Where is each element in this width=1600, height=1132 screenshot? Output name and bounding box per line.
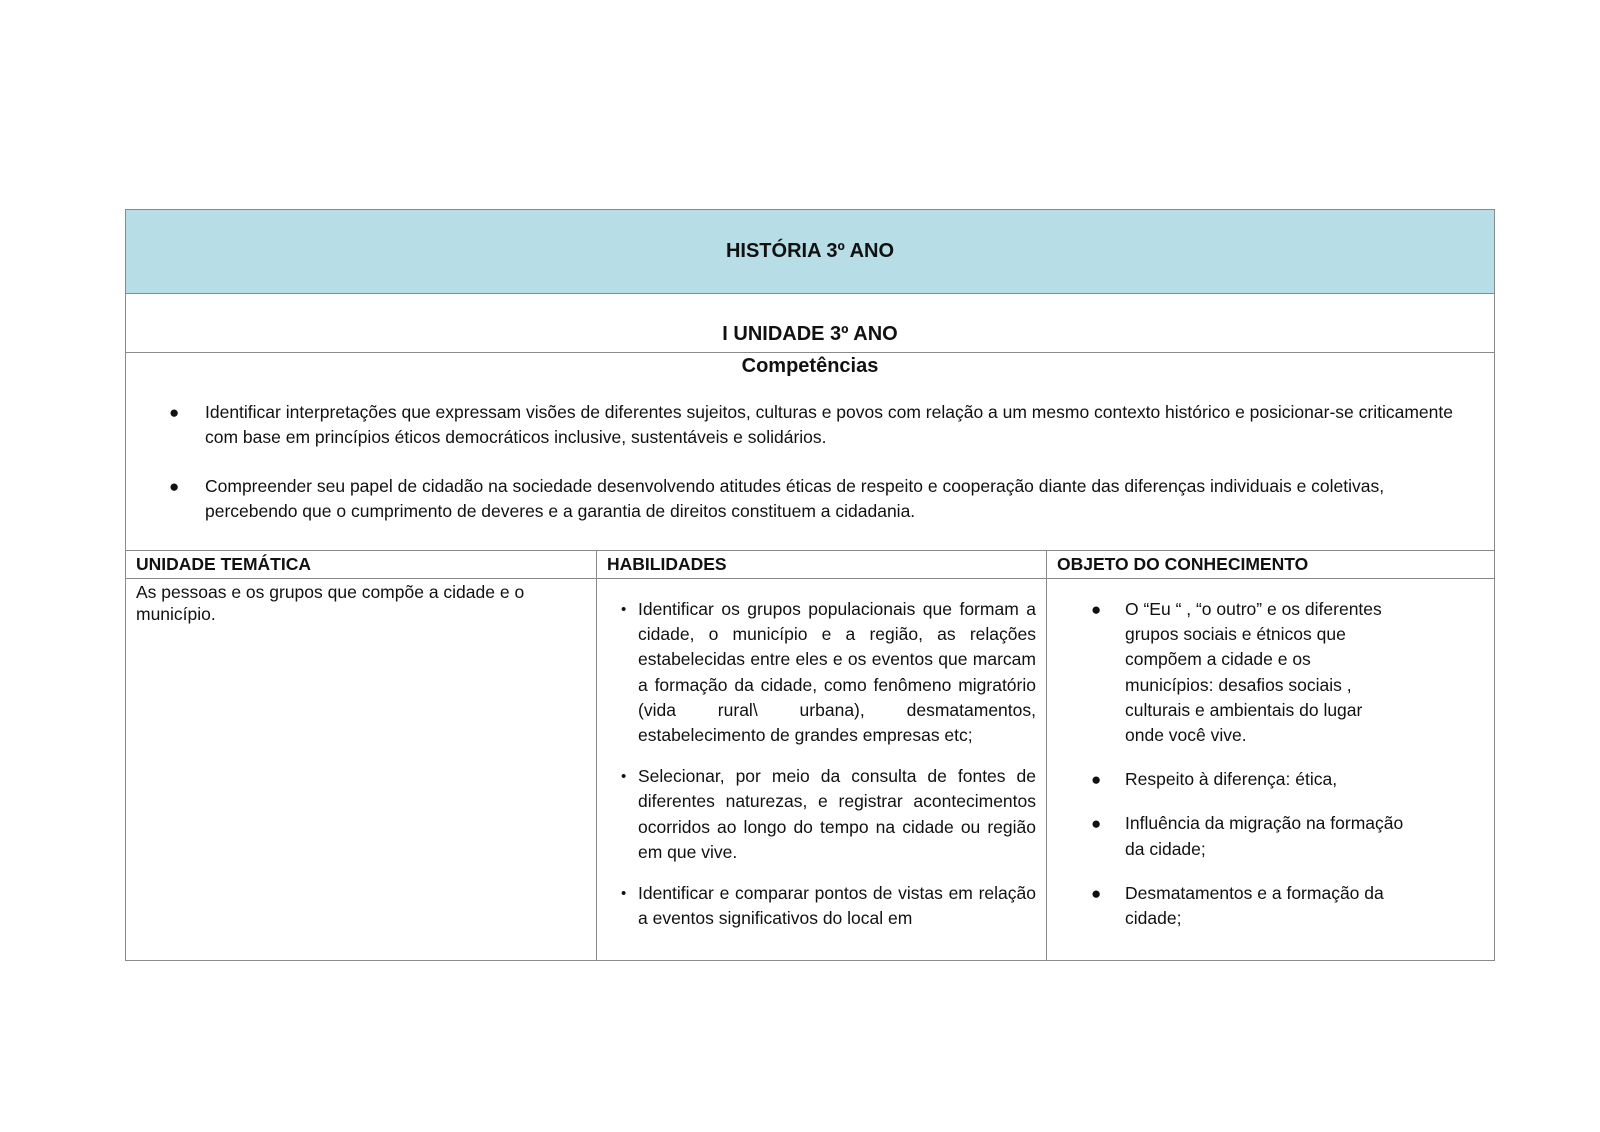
header-habilidades: HABILIDADES: [596, 551, 1046, 579]
competencia-text: Compreender seu papel de cidadão na sociedade desenvolvendo atitudes éticas de respeito e cooperação diante das diferenças individuais e coletivas, percebendo que o cumprimento de deveres e a garantia de direitos constituem a cidadania.: [205, 476, 1385, 521]
objeto-item: [1047, 811, 1494, 861]
habilidades-list: [597, 597, 1046, 931]
bullet-icon: •: [621, 601, 627, 618]
habilidade-item: [597, 881, 1046, 931]
bullet-icon: •: [621, 768, 627, 786]
document-title: HISTÓRIA 3º ANO: [126, 210, 1494, 294]
unidade-tematica-text: As pessoas e os grupos que compõe a cidade e o município.: [136, 582, 525, 624]
bullet-icon: ●: [169, 477, 180, 496]
habilidade-text: Identificar e comparar pontos de vistas em relação a eventos significativos do local em: [638, 883, 1036, 929]
header-unidade-tematica: UNIDADE TEMÁTICA: [126, 551, 596, 579]
unit-title: I UNIDADE 3º ANO: [126, 294, 1494, 353]
habilidades-cell: [596, 579, 1046, 960]
objeto-item: [1047, 767, 1494, 792]
objeto-text: Desmatamentos e a formação da cidade;: [1125, 882, 1384, 929]
curriculum-table: [125, 209, 1495, 961]
competencia-text: Identificar interpretações que expressam visões de diferentes sujeitos, culturas e povos com relação a um mesmo contexto histórico e posicionar-se criticamente com base em princípios éticos democráticos inclusive, sustentáveis e solidários.: [205, 402, 1453, 447]
bullet-icon: •: [621, 885, 627, 903]
objeto-text: Influência da migração na formação da cidade;: [1125, 813, 1404, 859]
objetos-list: [1047, 597, 1494, 931]
header-objeto-conhecimento: OBJETO DO CONHECIMENTO: [1046, 551, 1494, 579]
habilidade-item: [597, 764, 1046, 865]
objeto-conhecimento-cell: [1046, 579, 1494, 960]
competencias-section: [126, 353, 1494, 551]
habilidade-text: Selecionar, por meio da consulta de fontes de diferentes naturezas, e registrar acontecimentos ocorridos ao longo do tempo na cidade ou região em que vive.: [638, 766, 1036, 862]
bullet-icon: ●: [1091, 883, 1102, 903]
competencias-title: Competências: [741, 355, 879, 377]
bullet-icon: ●: [169, 403, 180, 422]
competencia-item: [126, 400, 1494, 450]
habilidade-text: Identificar os grupos populacionais que formam a cidade, o município e a região, as relações estabelecidas entre eles e os eventos que marcam a formação da cidade, como fenômeno migratório (vida rural\ urbana), desmatamentos, estabelecimento de grandes empresas etc;: [638, 599, 1036, 746]
objeto-text: O “Eu “ , “o outro” e os diferentes grupos sociais e étnicos que compõem a cidade e os municípios: desafios sociais , culturais e ambientais do lugar onde você vive.: [1125, 599, 1382, 746]
objeto-text: Respeito à diferença: ética,: [1125, 769, 1338, 790]
habilidade-item: [597, 597, 1046, 748]
bullet-icon: ●: [1091, 814, 1102, 834]
objeto-item: [1047, 881, 1494, 931]
competencia-item: [126, 474, 1494, 524]
unidade-tematica-cell: [126, 579, 596, 960]
bullet-icon: ●: [1091, 770, 1102, 790]
objeto-item: [1047, 597, 1494, 748]
bullet-icon: ●: [1091, 600, 1102, 619]
competencias-list: [126, 400, 1494, 524]
